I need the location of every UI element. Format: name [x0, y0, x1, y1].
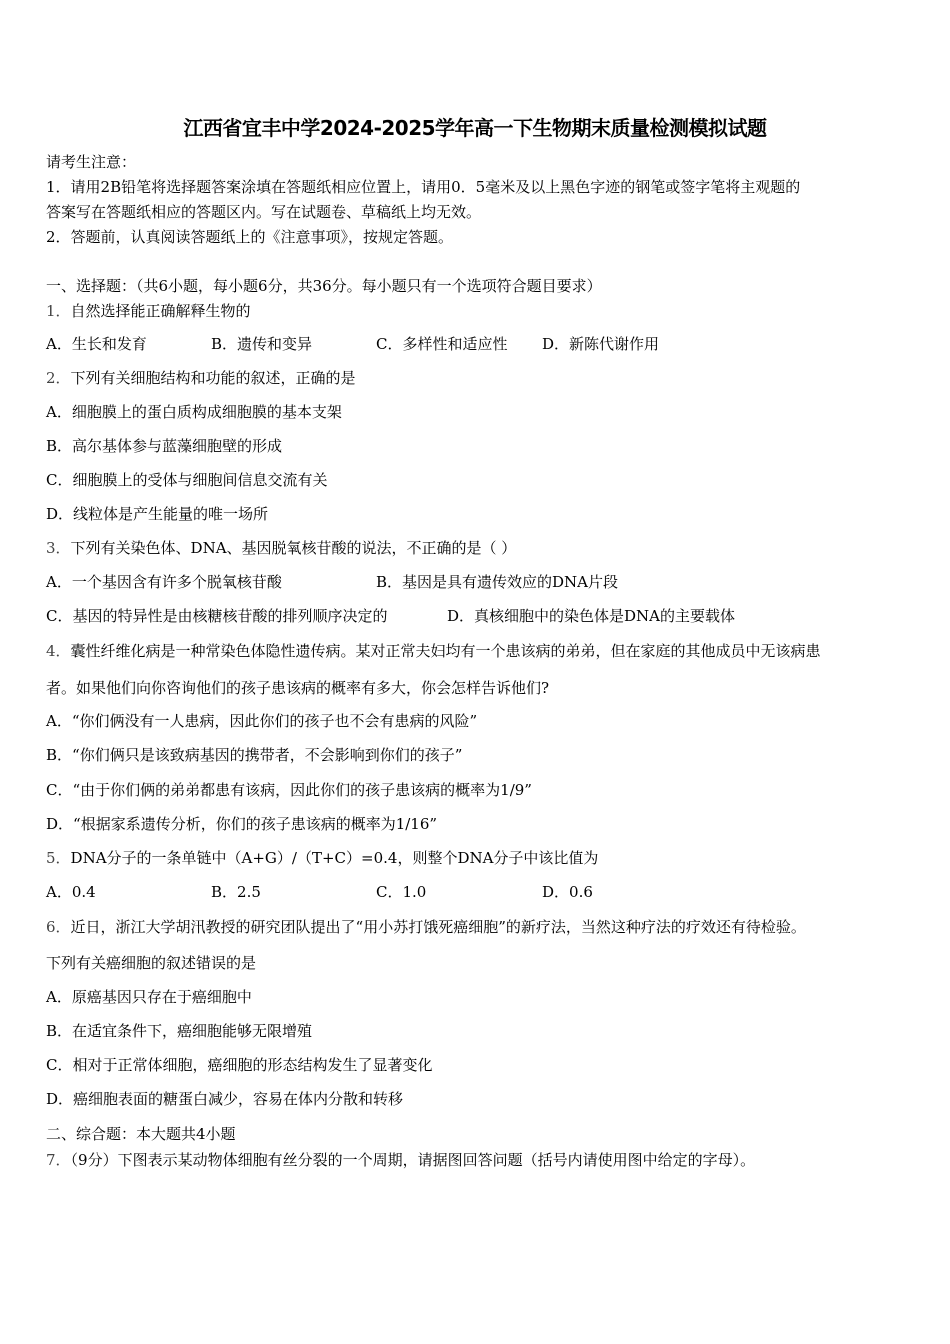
notice-item-2: 2．答题前，认真阅读答题纸上的《注意事项》，按规定答题。	[46, 228, 454, 246]
question-2-option-a[interactable]: A．细胞膜上的蛋白质构成细胞膜的基本支架	[46, 403, 342, 421]
page-title: 江西省宜丰中学2024-2025学年高一下生物期末质量检测模拟试题	[183, 116, 767, 140]
question-6-option-b[interactable]: B．在适宜条件下，癌细胞能够无限增殖	[46, 1022, 313, 1040]
question-number: 2．	[46, 369, 71, 387]
question-6-option-d[interactable]: D．癌细胞表面的糖蛋白减少，容易在体内分散和转移	[46, 1090, 404, 1108]
question-stem: 下列有关染色体、DNA、基因脱氧核苷酸的说法，不正确的是（ ）	[70, 539, 517, 557]
option-b[interactable]: B．遗传和变异	[211, 335, 313, 353]
question-number: 1．	[46, 302, 71, 320]
question-4-option-a[interactable]: A．“你们俩没有一人患病，因此你们的孩子也不会有患病的风险”	[46, 712, 478, 730]
question-stem: （9分）下图表示某动物体细胞有丝分裂的一个周期，请据图回答问题（括号内请使用图中给定的字母）。	[70, 1151, 756, 1169]
option-d[interactable]: D．新陈代谢作用	[542, 335, 660, 353]
question-2-option-b[interactable]: B．高尔基体参与蓝藻细胞壁的形成	[46, 437, 283, 455]
question-number: 3．	[46, 539, 71, 557]
notice-heading: 请考生注意：	[46, 153, 137, 171]
option-c[interactable]: C．基因的特异性是由核糖核苷酸的排列顺序决定的	[46, 607, 388, 625]
question-4	[46, 641, 821, 661]
question-number: 5．	[46, 849, 71, 867]
option-a[interactable]: A．0.4	[46, 883, 96, 901]
notice-item-1b: 答案写在答题纸相应的答题区内。写在试题卷、草稿纸上均无效。	[46, 203, 482, 221]
question-6-option-a[interactable]: A．原癌基因只存在于癌细胞中	[46, 988, 252, 1006]
question-stem: 近日，浙江大学胡汛教授的研究团队提出了“用小苏打饿死癌细胞”的新疗法，当然这种疗法的疗效还有待检验。	[70, 918, 806, 936]
option-a[interactable]: A．生长和发育	[46, 335, 147, 353]
question-4-option-b[interactable]: B．“你们俩只是该致病基因的携带者，不会影响到你们的孩子”	[46, 746, 463, 764]
question-2-option-d[interactable]: D．线粒体是产生能量的唯一场所	[46, 505, 269, 523]
question-number: 6．	[46, 918, 71, 936]
question-2	[46, 368, 356, 388]
option-d[interactable]: D．真核细胞中的染色体是DNA的主要载体	[447, 607, 736, 625]
option-a[interactable]: A．一个基因含有许多个脱氧核苷酸	[46, 573, 282, 591]
question-5	[46, 848, 598, 868]
option-c[interactable]: C．1.0	[376, 883, 427, 901]
question-4-option-c[interactable]: C．“由于你们俩的弟弟都患有该病，因此你们的孩子患该病的概率为1/9”	[46, 781, 532, 799]
question-4-option-d[interactable]: D．“根据家系遗传分析，你们的孩子患该病的概率为1/16”	[46, 815, 438, 833]
option-d[interactable]: D．0.6	[542, 883, 593, 901]
question-stem: 下列有关细胞结构和功能的叙述，正确的是	[70, 369, 356, 387]
section-2-heading: 二、综合题：本大题共4小题	[46, 1125, 236, 1143]
question-2-option-c[interactable]: C．细胞膜上的受体与细胞间信息交流有关	[46, 471, 328, 489]
notice-item-1a: 1．请用2B铅笔将选择题答案涂填在答题纸相应位置上，请用0．5毫米及以上黑色字迹的钢笔或签字笔将主观题的	[46, 178, 801, 196]
question-3	[46, 538, 516, 558]
question-number: 4．	[46, 642, 71, 660]
question-stem: 自然选择能正确解释生物的	[70, 302, 251, 320]
question-6	[46, 917, 806, 937]
question-6-option-c[interactable]: C．相对于正常体细胞，癌细胞的形态结构发生了显著变化	[46, 1056, 433, 1074]
section-1-heading: 一、选择题：（共6小题，每小题6分，共36分。每小题只有一个选项符合题目要求）	[46, 277, 602, 295]
question-number: 7．	[46, 1151, 71, 1169]
option-b[interactable]: B．2.5	[211, 883, 261, 901]
question-7	[46, 1150, 755, 1170]
question-4-stem-cont: 者。如果他们向你咨询他们的孩子患该病的概率有多大，你会怎样告诉他们?	[46, 679, 550, 697]
option-c[interactable]: C．多样性和适应性	[376, 335, 508, 353]
question-stem: DNA分子的一条单链中（A+G）/（T+C）=0.4，则整个DNA分子中该比值为	[70, 849, 599, 867]
question-6-stem-cont: 下列有关癌细胞的叙述错误的是	[46, 954, 257, 972]
question-stem: 囊性纤维化病是一种常染色体隐性遗传病。某对正常夫妇均有一个患该病的弟弟，但在家庭的其他成员中无该病患	[70, 642, 821, 660]
option-b[interactable]: B．基因是具有遗传效应的DNA片段	[376, 573, 619, 591]
question-1	[46, 301, 251, 321]
